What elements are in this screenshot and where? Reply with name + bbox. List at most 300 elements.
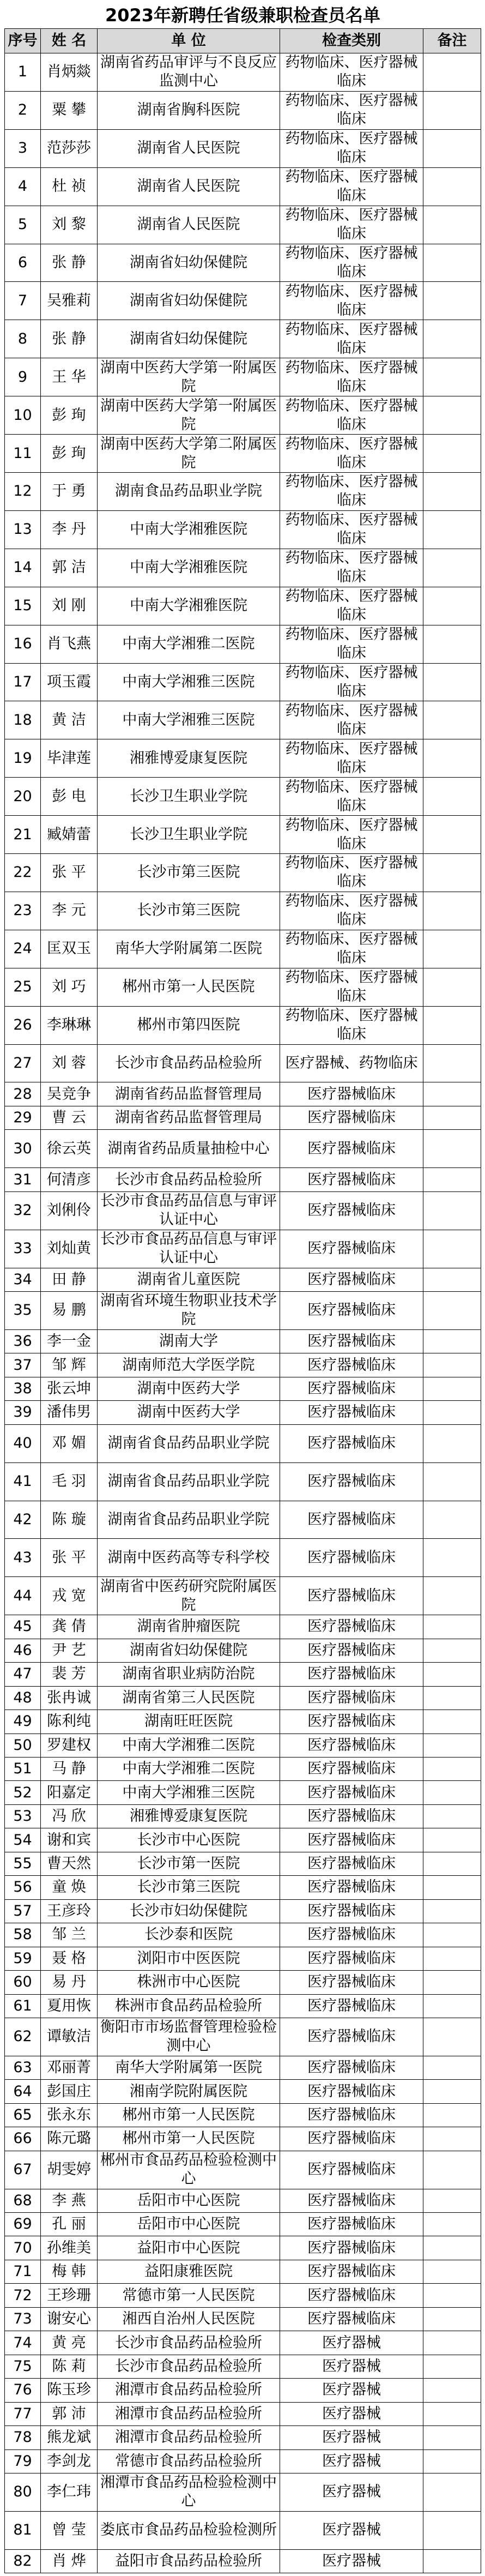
table-row <box>5 2080 481 2103</box>
index-cell: 17 <box>5 663 41 701</box>
note-cell <box>423 1539 481 1577</box>
note-cell <box>423 282 481 320</box>
unit-cell: 长沙市妇幼保健院 <box>98 1899 280 1923</box>
unit-cell: 长沙市食品药品检验所 <box>98 2355 280 2378</box>
index-cell: 45 <box>5 1615 41 1639</box>
unit-cell: 湖南省妇幼保健院 <box>98 244 280 282</box>
category-cell: 医疗器械临床 <box>280 2260 423 2283</box>
table-row <box>5 1971 481 1994</box>
note-cell <box>423 930 481 968</box>
category-cell: 医疗器械临床 <box>280 1501 423 1539</box>
name-cell: 王彦玲 <box>41 1899 98 1923</box>
note-cell <box>423 1923 481 1947</box>
note-cell <box>423 2080 481 2103</box>
unit-cell: 株洲市食品药品检验所 <box>98 1994 280 2018</box>
unit-cell: 南华大学附属第一医院 <box>98 2056 280 2079</box>
category-cell: 医疗器械临床 <box>280 1539 423 1577</box>
name-cell: 匡双玉 <box>41 930 98 968</box>
table-row <box>5 1686 481 1710</box>
note-cell <box>423 663 481 701</box>
table-row <box>5 2449 481 2473</box>
category-cell: 医疗器械临床 <box>280 1876 423 1899</box>
name-cell: 易 鹏 <box>41 1292 98 1330</box>
table-row <box>5 2284 481 2307</box>
note-cell <box>423 2307 481 2331</box>
table-row <box>5 2018 481 2056</box>
unit-cell: 长沙市第三医院 <box>98 1876 280 1899</box>
name-cell: 徐云英 <box>41 1130 98 1168</box>
index-cell: 61 <box>5 1994 41 2018</box>
unit-cell: 中南大学湘雅三医院 <box>98 701 280 739</box>
name-cell: 王珍珊 <box>41 2284 98 2307</box>
table-row <box>5 778 481 816</box>
index-cell: 73 <box>5 2307 41 2331</box>
index-cell: 82 <box>5 2549 41 2573</box>
index-cell: 18 <box>5 701 41 739</box>
note-cell <box>423 1876 481 1899</box>
table-row <box>5 1501 481 1539</box>
index-cell: 44 <box>5 1577 41 1615</box>
table-row <box>5 816 481 854</box>
table-row <box>5 320 481 358</box>
index-cell: 28 <box>5 1082 41 1106</box>
table-title: 2023年新聘任省级兼职检查员名单 <box>105 5 381 26</box>
table-row <box>5 396 481 435</box>
note-cell <box>423 1044 481 1082</box>
category-cell: 医疗器械临床 <box>280 1639 423 1662</box>
index-cell: 70 <box>5 2236 41 2260</box>
index-cell: 38 <box>5 1377 41 1400</box>
note-cell <box>423 1501 481 1539</box>
category-cell: 药物临床、医疗器械临床 <box>280 854 423 892</box>
unit-cell: 益阳康雅医院 <box>98 2260 280 2283</box>
table-row <box>5 1899 481 1923</box>
index-cell: 62 <box>5 2018 41 2056</box>
table-row <box>5 1191 481 1230</box>
table-row <box>5 1230 481 1268</box>
unit-cell: 湖南中医药大学第一附属医院 <box>98 358 280 396</box>
index-cell: 6 <box>5 244 41 282</box>
unit-cell: 长沙市第三医院 <box>98 892 280 930</box>
unit-cell: 中南大学湘雅医院 <box>98 510 280 549</box>
note-cell <box>423 625 481 663</box>
name-cell: 彭 珣 <box>41 396 98 435</box>
note-cell <box>423 1082 481 1106</box>
note-cell <box>423 472 481 510</box>
index-cell: 80 <box>5 2473 41 2512</box>
unit-cell: 湖南旺旺医院 <box>98 1710 280 1734</box>
unit-cell: 湖南省食品药品职业学院 <box>98 1462 280 1501</box>
name-cell: 孙维美 <box>41 2236 98 2260</box>
name-cell: 李一金 <box>41 1329 98 1353</box>
category-cell: 医疗器械临床 <box>280 1329 423 1353</box>
unit-cell: 中南大学湘雅三医院 <box>98 1781 280 1804</box>
category-cell: 医疗器械临床 <box>280 1082 423 1106</box>
table-row <box>5 1377 481 1400</box>
table-row <box>5 244 481 282</box>
category-cell: 医疗器械临床 <box>280 1686 423 1710</box>
name-cell: 张云坤 <box>41 1377 98 1400</box>
index-cell: 48 <box>5 1686 41 1710</box>
category-cell: 医疗器械临床 <box>280 1899 423 1923</box>
name-cell: 彭 珣 <box>41 435 98 473</box>
category-cell: 医疗器械 <box>280 2473 423 2512</box>
header-index: 序号 <box>5 29 41 53</box>
unit-cell: 长沙卫生职业学院 <box>98 816 280 854</box>
table-row <box>5 549 481 587</box>
name-cell: 刘 黎 <box>41 206 98 244</box>
name-cell: 冯 欣 <box>41 1804 98 1828</box>
category-cell: 药物临床、医疗器械临床 <box>280 129 423 167</box>
note-cell <box>423 129 481 167</box>
table-row <box>5 1734 481 1757</box>
unit-cell: 湘雅博爱康复医院 <box>98 1804 280 1828</box>
table-row <box>5 1424 481 1462</box>
unit-cell: 浏阳市中医医院 <box>98 1947 280 1970</box>
name-cell: 谭敏洁 <box>41 2018 98 2056</box>
index-cell: 20 <box>5 778 41 816</box>
unit-cell: 湘雅博爱康复医院 <box>98 739 280 778</box>
note-cell <box>423 2189 481 2212</box>
unit-cell: 湘潭市食品药品检验所 <box>98 2379 280 2402</box>
unit-cell: 湖南食品药品职业学院 <box>98 472 280 510</box>
table-row <box>5 1947 481 1970</box>
index-cell: 11 <box>5 435 41 473</box>
note-cell <box>423 2151 481 2189</box>
name-cell: 毕津莲 <box>41 739 98 778</box>
name-cell: 郭 沛 <box>41 2402 98 2425</box>
table-row <box>5 2473 481 2512</box>
name-cell: 彭 电 <box>41 778 98 816</box>
name-cell: 刘 蓉 <box>41 1044 98 1082</box>
name-cell: 尹 艺 <box>41 1639 98 1662</box>
category-cell: 医疗器械临床 <box>280 2307 423 2331</box>
name-cell: 王 华 <box>41 358 98 396</box>
category-cell: 医疗器械临床 <box>280 1734 423 1757</box>
note-cell <box>423 435 481 473</box>
table-row <box>5 472 481 510</box>
name-cell: 臧婧蕾 <box>41 816 98 854</box>
unit-cell: 湖南省药品监督管理局 <box>98 1106 280 1129</box>
table-row <box>5 1106 481 1129</box>
index-cell: 81 <box>5 2511 41 2549</box>
category-cell: 医疗器械、药物临床 <box>280 1044 423 1082</box>
name-cell: 龚 倩 <box>41 1615 98 1639</box>
unit-cell: 湖南省人民医院 <box>98 206 280 244</box>
table-row <box>5 739 481 778</box>
name-cell: 戎 宽 <box>41 1577 98 1615</box>
index-cell: 31 <box>5 1168 41 1191</box>
unit-cell: 株洲市中心医院 <box>98 1971 280 1994</box>
index-cell: 67 <box>5 2151 41 2189</box>
category-cell: 医疗器械 <box>280 2355 423 2378</box>
unit-cell: 长沙市食品药品检验所 <box>98 1168 280 1191</box>
index-cell: 56 <box>5 1876 41 1899</box>
category-cell: 药物临床、医疗器械临床 <box>280 435 423 473</box>
name-cell: 张永东 <box>41 2103 98 2127</box>
table-row <box>5 1663 481 1686</box>
index-cell: 58 <box>5 1923 41 1947</box>
note-cell <box>423 2284 481 2307</box>
unit-cell: 湖南省环境生物职业技术学院 <box>98 1292 280 1330</box>
index-cell: 5 <box>5 206 41 244</box>
index-cell: 25 <box>5 968 41 1006</box>
index-cell: 10 <box>5 396 41 435</box>
header-category: 检查类别 <box>280 29 423 53</box>
category-cell: 药物临床、医疗器械临床 <box>280 625 423 663</box>
category-cell: 医疗器械临床 <box>280 2056 423 2079</box>
name-cell: 李仁玮 <box>41 2473 98 2512</box>
note-cell <box>423 1994 481 2018</box>
unit-cell: 衡阳市市场监督管理检验检测中心 <box>98 2018 280 2056</box>
table-row <box>5 1615 481 1639</box>
index-cell: 26 <box>5 1006 41 1044</box>
table-row <box>5 1876 481 1899</box>
unit-cell: 湖南省妇幼保健院 <box>98 282 280 320</box>
note-cell <box>423 1734 481 1757</box>
category-cell: 医疗器械临床 <box>280 2213 423 2236</box>
unit-cell: 湖南中医药大学 <box>98 1401 280 1424</box>
note-cell <box>423 778 481 816</box>
note-cell <box>423 2511 481 2549</box>
unit-cell: 湘潭市食品药品检验所 <box>98 2426 280 2449</box>
name-cell: 阳嘉定 <box>41 1781 98 1804</box>
table-row <box>5 1804 481 1828</box>
table-row <box>5 2236 481 2260</box>
category-cell: 医疗器械临床 <box>280 1615 423 1639</box>
table-row <box>5 2056 481 2079</box>
unit-cell: 湖南省药品审评与不良反应监测中心 <box>98 53 280 92</box>
unit-cell: 长沙卫生职业学院 <box>98 778 280 816</box>
name-cell: 夏用恢 <box>41 1994 98 2018</box>
index-cell: 14 <box>5 549 41 587</box>
name-cell: 聂 格 <box>41 1947 98 1970</box>
note-cell <box>423 2402 481 2425</box>
category-cell: 医疗器械临床 <box>280 1994 423 2018</box>
table-row <box>5 2511 481 2549</box>
note-cell <box>423 2549 481 2573</box>
index-cell: 57 <box>5 1899 41 1923</box>
note-cell <box>423 1329 481 1353</box>
note-cell <box>423 1006 481 1044</box>
table-row <box>5 892 481 930</box>
unit-cell: 湘西自治州人民医院 <box>98 2307 280 2331</box>
table-row <box>5 1006 481 1044</box>
table-row <box>5 2355 481 2378</box>
table-row <box>5 1577 481 1615</box>
index-cell: 51 <box>5 1757 41 1780</box>
note-cell <box>423 206 481 244</box>
index-cell: 55 <box>5 1852 41 1875</box>
unit-cell: 湖南中医药大学第二附属医院 <box>98 435 280 473</box>
name-cell: 曾 莹 <box>41 2511 98 2549</box>
index-cell: 19 <box>5 739 41 778</box>
name-cell: 粟 攀 <box>41 91 98 129</box>
note-cell <box>423 2018 481 2056</box>
index-cell: 54 <box>5 1828 41 1852</box>
category-cell: 药物临床、医疗器械临床 <box>280 892 423 930</box>
name-cell: 李 元 <box>41 892 98 930</box>
name-cell: 易 丹 <box>41 1971 98 1994</box>
table-row <box>5 358 481 396</box>
index-cell: 12 <box>5 472 41 510</box>
unit-cell: 常德市食品药品检验所 <box>98 2449 280 2473</box>
unit-cell: 湖南大学 <box>98 1329 280 1353</box>
category-cell: 医疗器械临床 <box>280 1377 423 1400</box>
category-cell: 药物临床、医疗器械临床 <box>280 1006 423 1044</box>
note-cell <box>423 587 481 625</box>
category-cell: 医疗器械临床 <box>280 1424 423 1462</box>
note-cell <box>423 1353 481 1377</box>
name-cell: 陈利纯 <box>41 1710 98 1734</box>
index-cell: 41 <box>5 1462 41 1501</box>
category-cell: 医疗器械临床 <box>280 1230 423 1268</box>
note-cell <box>423 2379 481 2402</box>
index-cell: 65 <box>5 2103 41 2127</box>
index-cell: 13 <box>5 510 41 549</box>
category-cell: 药物临床、医疗器械临床 <box>280 587 423 625</box>
category-cell: 医疗器械临床 <box>280 1577 423 1615</box>
note-cell <box>423 167 481 206</box>
note-cell <box>423 2449 481 2473</box>
note-cell <box>423 1828 481 1852</box>
index-cell: 35 <box>5 1292 41 1330</box>
note-cell <box>423 358 481 396</box>
index-cell: 60 <box>5 1971 41 1994</box>
name-cell: 张 平 <box>41 854 98 892</box>
table-row <box>5 1168 481 1191</box>
table-row <box>5 1539 481 1577</box>
name-cell: 张 静 <box>41 244 98 282</box>
unit-cell: 岳阳市中心医院 <box>98 2189 280 2212</box>
unit-cell: 湖南省妇幼保健院 <box>98 320 280 358</box>
table-row <box>5 587 481 625</box>
index-cell: 32 <box>5 1191 41 1230</box>
category-cell: 医疗器械临床 <box>280 1852 423 1875</box>
category-cell: 医疗器械临床 <box>280 1710 423 1734</box>
note-cell <box>423 510 481 549</box>
table-row <box>5 968 481 1006</box>
table-row <box>5 510 481 549</box>
roster-table <box>4 2 481 2573</box>
category-cell: 药物临床、医疗器械临床 <box>280 282 423 320</box>
note-cell <box>423 1168 481 1191</box>
table-row <box>5 2260 481 2283</box>
unit-cell: 娄底市食品药品检验检测所 <box>98 2511 280 2549</box>
name-cell: 邓丽菁 <box>41 2056 98 2079</box>
unit-cell: 长沙市食品药品信息与审评认证中心 <box>98 1230 280 1268</box>
category-cell: 药物临床、医疗器械临床 <box>280 663 423 701</box>
index-cell: 34 <box>5 1268 41 1291</box>
unit-cell: 湖南省人民医院 <box>98 129 280 167</box>
name-cell: 李琳琳 <box>41 1006 98 1044</box>
index-cell: 43 <box>5 1539 41 1577</box>
note-cell <box>423 2473 481 2512</box>
index-cell: 66 <box>5 2127 41 2151</box>
note-cell <box>423 91 481 129</box>
name-cell: 陈玉珍 <box>41 2379 98 2402</box>
name-cell: 彭国庄 <box>41 2080 98 2103</box>
index-cell: 8 <box>5 320 41 358</box>
index-cell: 64 <box>5 2080 41 2103</box>
table-row <box>5 1852 481 1875</box>
name-cell: 肖 烨 <box>41 2549 98 2573</box>
table-row <box>5 2127 481 2151</box>
category-cell: 药物临床、医疗器械临床 <box>280 53 423 92</box>
name-cell: 黄 洁 <box>41 701 98 739</box>
category-cell: 医疗器械临床 <box>280 1268 423 1291</box>
index-cell: 7 <box>5 282 41 320</box>
unit-cell: 岳阳市中心医院 <box>98 2213 280 2236</box>
name-cell: 毛 羽 <box>41 1462 98 1501</box>
unit-cell: 湖南省食品药品职业学院 <box>98 1424 280 1462</box>
index-cell: 46 <box>5 1639 41 1662</box>
unit-cell: 湖南省肿瘤医院 <box>98 1615 280 1639</box>
index-cell: 74 <box>5 2331 41 2355</box>
table-row <box>5 1082 481 1106</box>
table-row <box>5 1130 481 1168</box>
table-row <box>5 854 481 892</box>
unit-cell: 湖南省食品药品职业学院 <box>98 1501 280 1539</box>
name-cell: 何清彦 <box>41 1168 98 1191</box>
category-cell: 药物临床、医疗器械临床 <box>280 358 423 396</box>
name-cell: 于 勇 <box>41 472 98 510</box>
name-cell: 陈 璇 <box>41 1501 98 1539</box>
table-row <box>5 91 481 129</box>
table-row <box>5 625 481 663</box>
index-cell: 76 <box>5 2379 41 2402</box>
index-cell: 9 <box>5 358 41 396</box>
table-row <box>5 1757 481 1780</box>
index-cell: 27 <box>5 1044 41 1082</box>
category-cell: 医疗器械 <box>280 2549 423 2573</box>
table-row <box>5 1710 481 1734</box>
unit-cell: 湖南师范大学医学院 <box>98 1353 280 1377</box>
unit-cell: 郴州市食品药品检验检测中心 <box>98 2151 280 2189</box>
note-cell <box>423 1710 481 1734</box>
note-cell <box>423 244 481 282</box>
unit-cell: 湘南学院附属医院 <box>98 2080 280 2103</box>
category-cell: 医疗器械临床 <box>280 2236 423 2260</box>
note-cell <box>423 1757 481 1780</box>
table-row <box>5 2103 481 2127</box>
index-cell: 21 <box>5 816 41 854</box>
unit-cell: 长沙市中心医院 <box>98 1828 280 1852</box>
unit-cell: 中南大学湘雅医院 <box>98 587 280 625</box>
header-row <box>5 29 481 53</box>
name-cell: 李 燕 <box>41 2189 98 2212</box>
name-cell: 罗建权 <box>41 1734 98 1757</box>
index-cell: 23 <box>5 892 41 930</box>
unit-cell: 常德市第一人民医院 <box>98 2284 280 2307</box>
category-cell: 药物临床、医疗器械临床 <box>280 930 423 968</box>
name-cell: 黄 亮 <box>41 2331 98 2355</box>
note-cell <box>423 1804 481 1828</box>
index-cell: 39 <box>5 1401 41 1424</box>
name-cell: 吴雅莉 <box>41 282 98 320</box>
unit-cell: 郴州市第四医院 <box>98 1006 280 1044</box>
table-row <box>5 1044 481 1082</box>
note-cell <box>423 1230 481 1268</box>
category-cell: 医疗器械 <box>280 2331 423 2355</box>
name-cell: 刘灿黄 <box>41 1230 98 1268</box>
note-cell <box>423 1377 481 1400</box>
category-cell: 医疗器械 <box>280 2511 423 2549</box>
index-cell: 71 <box>5 2260 41 2283</box>
table-row <box>5 2379 481 2402</box>
header-name: 姓 名 <box>41 29 98 53</box>
note-cell <box>423 2213 481 2236</box>
